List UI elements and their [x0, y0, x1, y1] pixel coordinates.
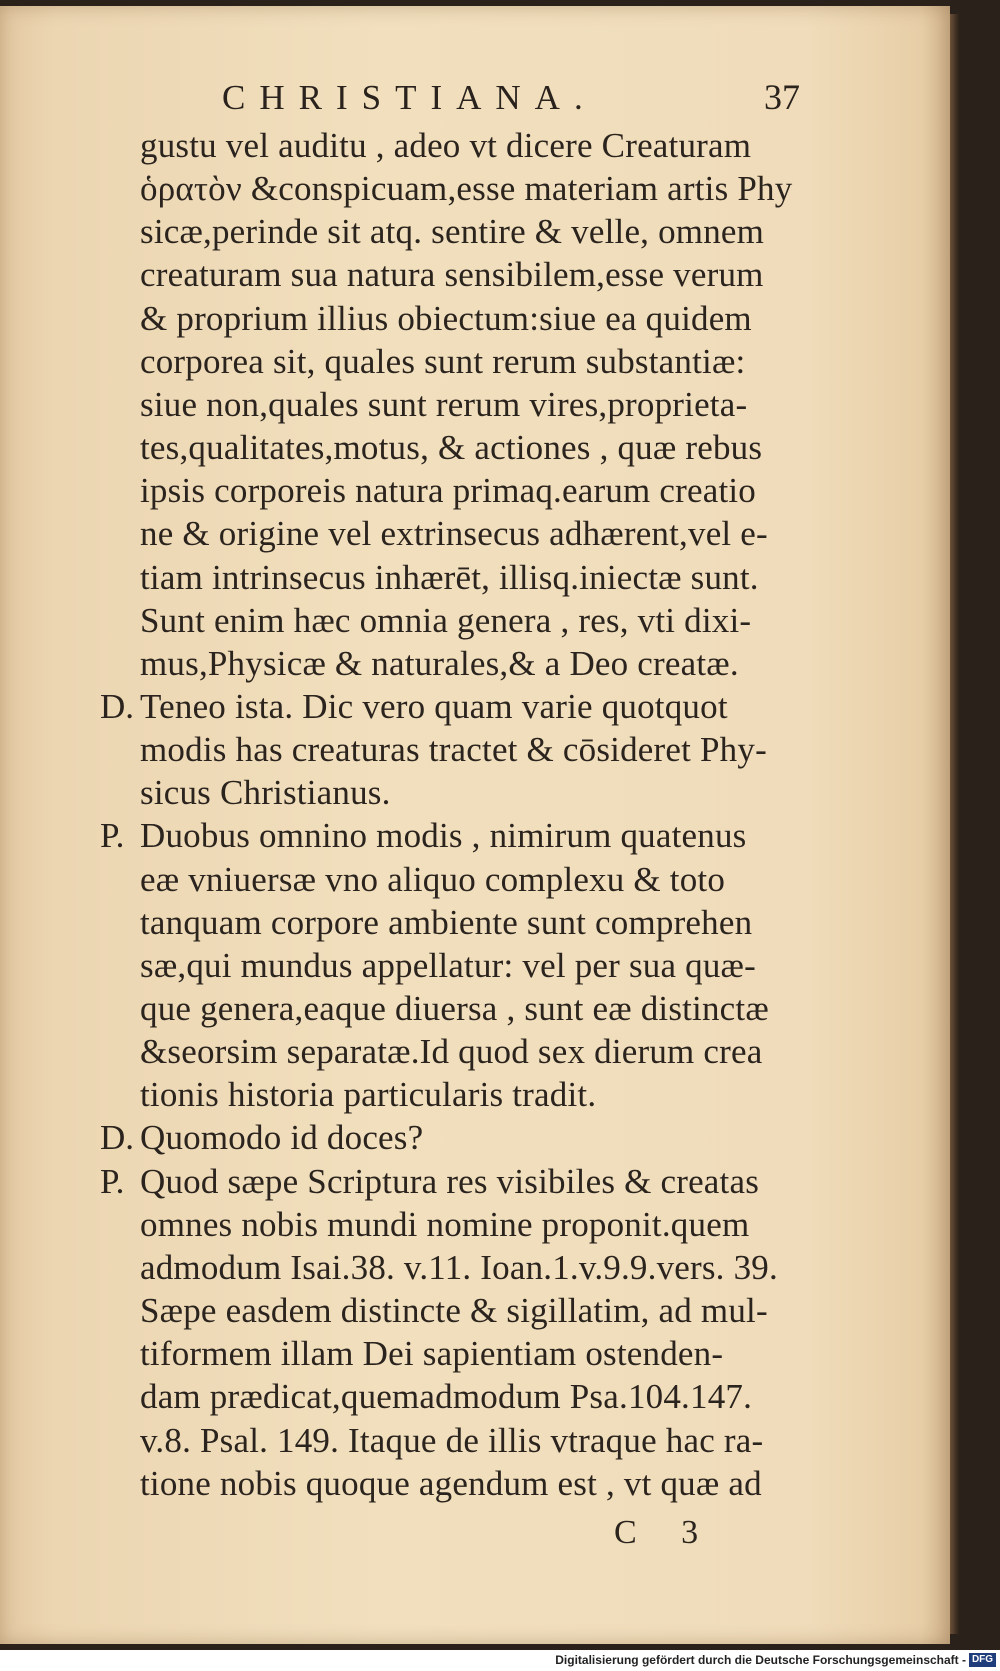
text-line: tes,qualitates,motus, & actiones , quæ rebus	[140, 428, 763, 468]
footer-bar	[0, 1650, 1000, 1671]
book-page	[0, 6, 950, 1644]
speaker-label: P.	[100, 1161, 125, 1201]
text-line: dam prædicat,quemadmodum Psa.104.147.	[140, 1377, 753, 1417]
signature-mark: C 3	[614, 1514, 717, 1551]
text-line: Duobus omnino modis , nimirum quatenus	[140, 816, 747, 856]
text-line: tione nobis quoque agendum est , vt quæ ad	[140, 1463, 762, 1503]
text-line: &seorsim separatæ.Id quod sex dierum crea	[140, 1032, 763, 1072]
running-title: CHRISTIANA.	[222, 78, 597, 117]
text-line: Sæpe easdem distincte & sigillatim, ad mul-	[140, 1291, 768, 1331]
text-line: Quod sæpe Scriptura res visibiles & creatas	[140, 1161, 760, 1201]
text-line: ne & origine vel extrinsecus adhærent,vel e-	[140, 514, 768, 554]
text-line: tiformem illam Dei sapientiam ostenden-	[140, 1334, 724, 1374]
text-line: mus,Physicæ & naturales,& a Deo creatæ.	[140, 643, 739, 683]
page-number: 37	[764, 77, 800, 117]
speaker-label: D.	[100, 686, 135, 726]
text-line: admodum Isai.38. v.11. Ioan.1.v.9.9.vers. 39.	[140, 1247, 778, 1287]
dfg-logo: DFG	[969, 1653, 996, 1667]
speaker-label: P.	[100, 816, 125, 856]
text-line: ὁρατὸν &conspicuam,esse materiam artis Phy	[140, 169, 793, 209]
text-line: modis has creaturas tractet & cōsideret Phy-	[140, 730, 767, 770]
text-line: ipsis corporeis natura primaq.earum creatio	[140, 471, 757, 511]
text-line: omnes nobis mundi nomine proponit.quem	[140, 1204, 750, 1244]
text-line: creaturam sua natura sensibilem,esse verum	[140, 255, 764, 295]
text-line: que genera,eaque diuersa , sunt eæ distinctæ	[140, 989, 769, 1028]
text-line: Sunt enim hæc omnia genera , res, vti dixi-	[140, 600, 752, 640]
text-line: sicus Christianus.	[140, 773, 391, 813]
text-line: eæ vniuersæ vno aliquo complexu & toto	[140, 859, 726, 899]
text-line: & proprium illius obiectum:siue ea quidem	[140, 298, 752, 338]
page-edge	[950, 14, 959, 1634]
text-line: v.8. Psal. 149. Itaque de illis vtraque hac ra-	[140, 1420, 764, 1460]
text-line: Quomodo id doces?	[140, 1118, 424, 1158]
text-line: tionis historia particularis tradit.	[140, 1075, 597, 1115]
text-line: corporea sit, quales sunt rerum substantiæ:	[140, 341, 746, 381]
speaker-label: D.	[100, 1118, 135, 1158]
text-line: siue non,quales sunt rerum vires,proprieta-	[140, 384, 748, 424]
text-line: sæ,qui mundus appellatur: vel per sua quæ-	[140, 945, 756, 985]
footer-credit: Digitalisierung gefördert durch die Deutsche Forschungsgemeinschaft -	[555, 1653, 966, 1667]
text-line: tanquam corpore ambiente sunt comprehen	[140, 902, 753, 942]
text-line: sicæ,perinde sit atq. sentire & velle, omnem	[140, 212, 765, 252]
text-line: gustu vel auditu , adeo vt dicere Creaturam	[140, 126, 752, 165]
text-line: Teneo ista. Dic vero quam varie quotquot	[140, 686, 728, 726]
text-line: tiam intrinsecus inhærēt, illisq.iniectæ sunt.	[140, 557, 759, 597]
